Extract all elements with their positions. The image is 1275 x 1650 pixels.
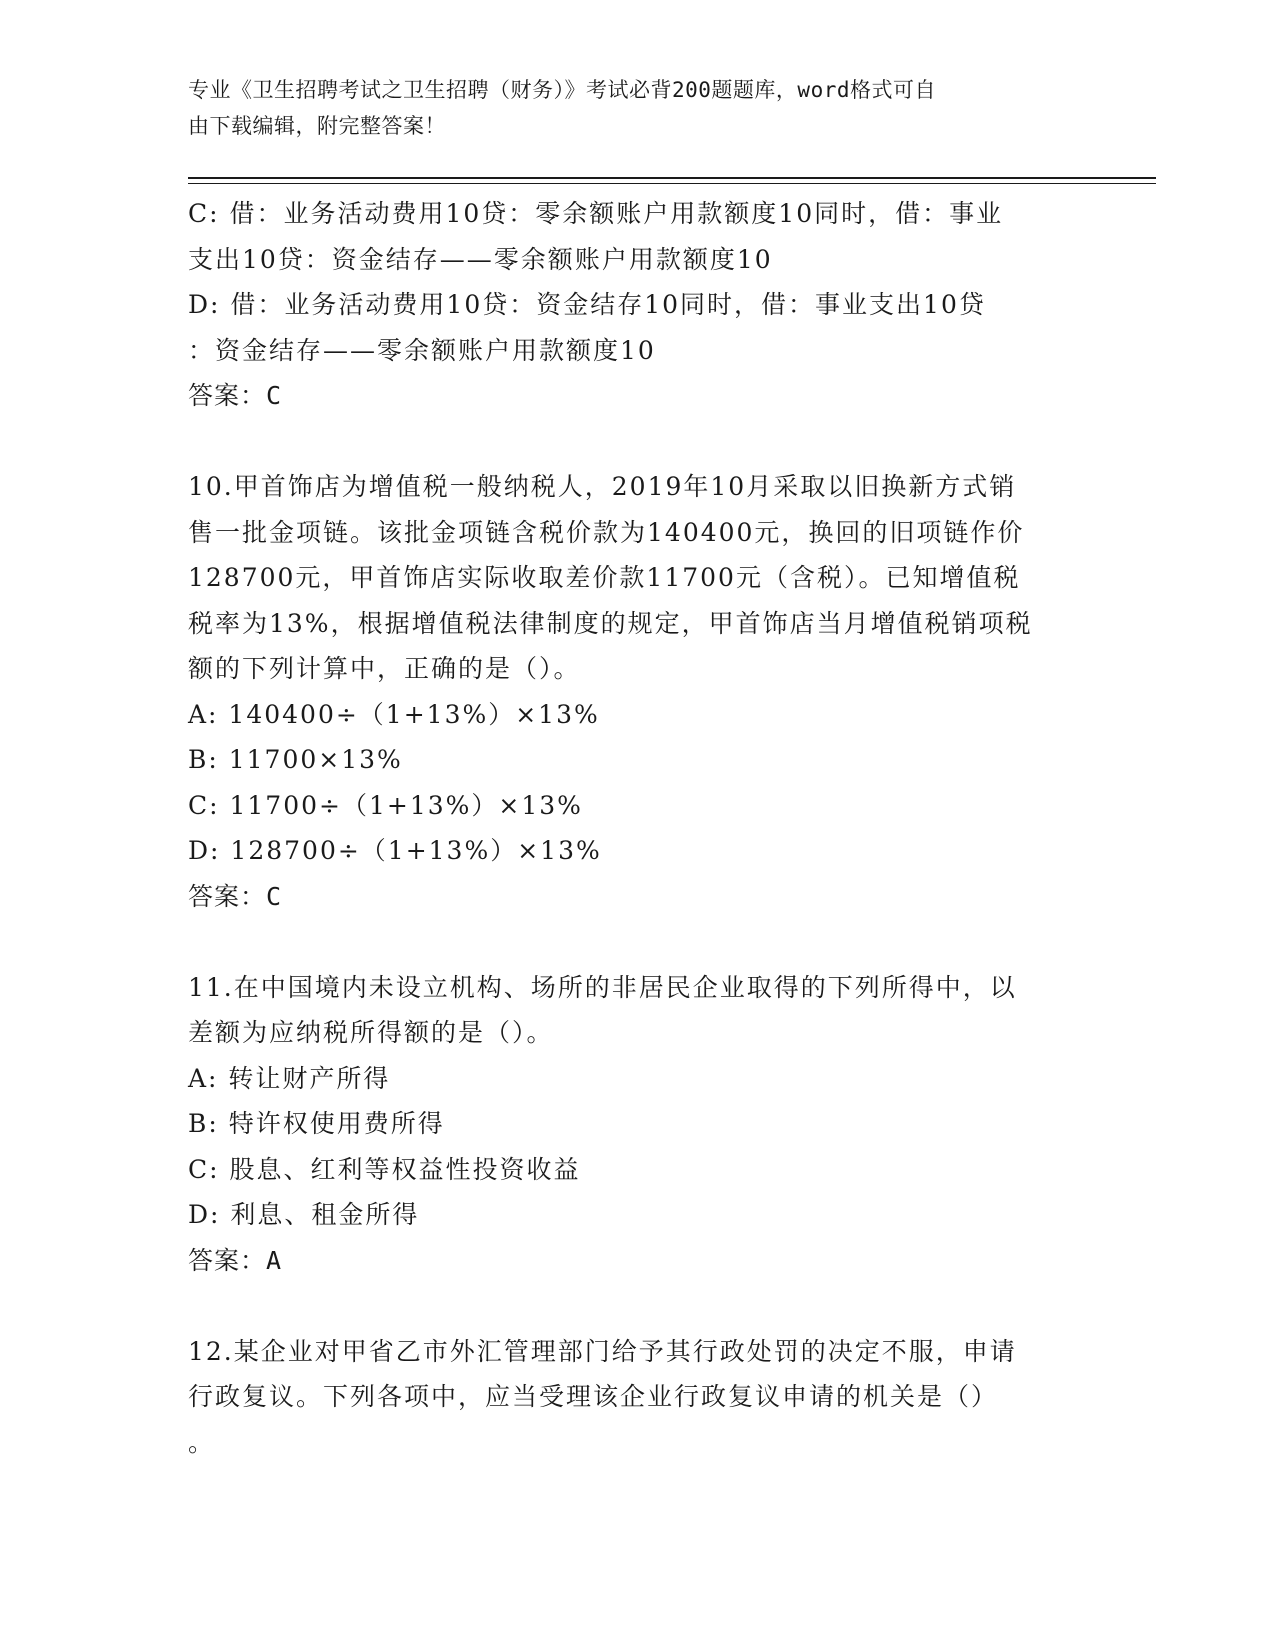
option-c-line-2: 支出10贷：资金结存——零余额账户用款额度10 <box>188 244 773 274</box>
header-divider-thick <box>188 177 1156 179</box>
question-stem-line: 差额为应纳税所得额的是（）。 <box>188 1018 554 1047</box>
question-stem-line: 行政复议。下列各项中，应当受理该企业行政复议申请的机关是（） <box>188 1382 999 1411</box>
document-body <box>188 191 1088 1465</box>
question-stem-line: 税率为13%，根据增值税法律制度的规定，甲首饰店当月增值税销项税 <box>188 608 1033 638</box>
option-b: B: 特许权使用费所得 <box>188 1109 445 1138</box>
option-d: D: 利息、租金所得 <box>188 1200 420 1229</box>
answer-line: 答案：C <box>188 881 283 911</box>
option-c: C: 11700÷（1+13%）×13% <box>188 790 583 820</box>
spacer <box>188 419 1088 465</box>
question-stem-line: 128700元，甲首饰店实际收取差价款11700元（含税）。已知增值税 <box>188 563 1021 592</box>
question-stem-line: 11.在中国境内未设立机构、场所的非居民企业取得的下列所得中，以 <box>188 972 1017 1002</box>
option-d-line-2: ：资金结存——零余额账户用款额度10 <box>188 335 656 365</box>
header-line-2: 由下载编辑，附完整答案！ <box>188 114 446 138</box>
question-stem-line: 额的下列计算中，正确的是（）。 <box>188 654 581 683</box>
option-b: B: 11700×13% <box>188 745 403 774</box>
option-c: C: 股息、红利等权益性投资收益 <box>188 1154 581 1184</box>
option-d: D: 128700÷（1+13%）×13% <box>188 836 602 865</box>
question-11 <box>188 965 1088 1284</box>
option-d-line-1: D: 借：业务活动费用10贷：资金结存10同时，借：事业支出10贷 <box>188 290 986 319</box>
answer-line: 答案：C <box>188 381 283 410</box>
answer-line: 答案：A <box>188 1245 283 1275</box>
header-line-1: 专业《卫生招聘考试之卫生招聘（财务）》考试必背200题题库，word格式可自 <box>188 78 936 102</box>
question-stem-line: 。 <box>188 1427 216 1457</box>
question-stem-line: 12.某企业对甲省乙市外汇管理部门给予其行政处罚的决定不服，申请 <box>188 1336 1017 1366</box>
header-divider-thin <box>188 183 1156 184</box>
spacer <box>188 919 1088 965</box>
question-stem-line: 售一批金项链。该批金项链含税价款为140400元，换回的旧项链作价 <box>188 517 1025 547</box>
spacer <box>188 1283 1088 1329</box>
option-c-line-1: C: 借：业务活动费用10贷：零余额账户用款额度10同时，借：事业 <box>188 199 1004 228</box>
question-stem-line: 10.甲首饰店为增值税一般纳税人，2019年10月采取以旧换新方式销 <box>188 472 1017 501</box>
question-10 <box>188 464 1088 919</box>
question-12 <box>188 1329 1088 1466</box>
question-9-tail <box>188 191 1088 419</box>
page-header <box>188 72 1088 144</box>
option-a: A: 140400÷（1+13%）×13% <box>188 699 600 729</box>
option-a: A: 转让财产所得 <box>188 1063 391 1093</box>
